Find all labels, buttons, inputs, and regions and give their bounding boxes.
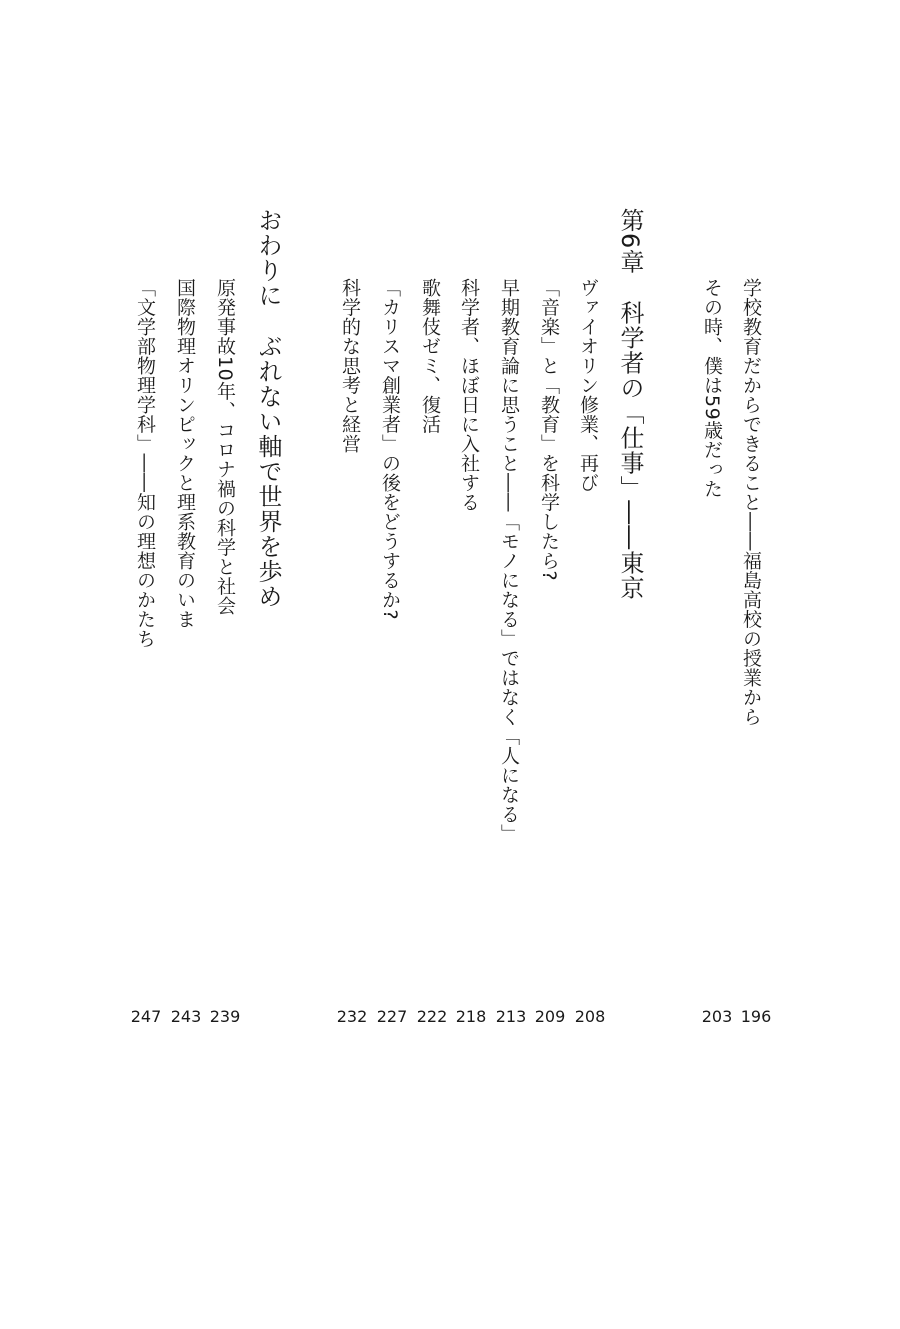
closing-label: おわりに xyxy=(254,208,282,308)
page-number: 222 xyxy=(416,1007,448,1026)
closing-heading[interactable] xyxy=(256,208,280,609)
page-number: 218 xyxy=(455,1007,487,1026)
toc-entry[interactable]: 原発事故10年、コロナ禍の科学と社会 xyxy=(214,278,236,616)
chapter-6-heading[interactable] xyxy=(618,208,642,600)
chapter-6-title: 科学者の「仕事」――東京 xyxy=(616,300,644,601)
page-number: 196 xyxy=(740,1007,772,1026)
toc-entry[interactable]: 「文学部物理学科」――知の理想のかたち xyxy=(134,278,156,649)
page-number: 203 xyxy=(701,1007,733,1026)
toc-entry[interactable]: 科学者、ほぼ日に入社する xyxy=(458,278,480,512)
page-number: 208 xyxy=(574,1007,606,1026)
page-number: 243 xyxy=(170,1007,202,1026)
page-number: 247 xyxy=(130,1007,162,1026)
closing-title: ぶれない軸で世界を歩め xyxy=(254,334,282,609)
toc-entry[interactable]: 歌舞伎ゼミ、復活 xyxy=(419,278,441,434)
toc-entry[interactable]: 科学的な思考と経営 xyxy=(339,278,361,454)
page-number: 213 xyxy=(495,1007,527,1026)
page-number: 232 xyxy=(336,1007,368,1026)
toc-entry[interactable]: その時、僕は59歳だった xyxy=(701,278,723,499)
toc-entry[interactable]: 「カリスマ創業者」の後をどうするか? xyxy=(379,278,401,621)
toc-entry[interactable]: 「音楽」と「教育」を科学したら? xyxy=(538,278,560,582)
page-number: 239 xyxy=(209,1007,241,1026)
page-number: 209 xyxy=(534,1007,566,1026)
page-number: 227 xyxy=(376,1007,408,1026)
toc-entry[interactable]: 国際物理オリンピックと理系教育のいま xyxy=(174,278,196,629)
toc-entry[interactable]: ヴァイオリン修業、再び xyxy=(577,278,599,493)
toc-entry[interactable]: 早期教育論に思うこと――「モノになる」ではなく「人になる」 xyxy=(498,278,520,844)
toc-entry[interactable]: 学校教育だからできること――福島高校の授業から xyxy=(740,278,762,727)
chapter-6-label: 第6章 xyxy=(616,208,644,275)
